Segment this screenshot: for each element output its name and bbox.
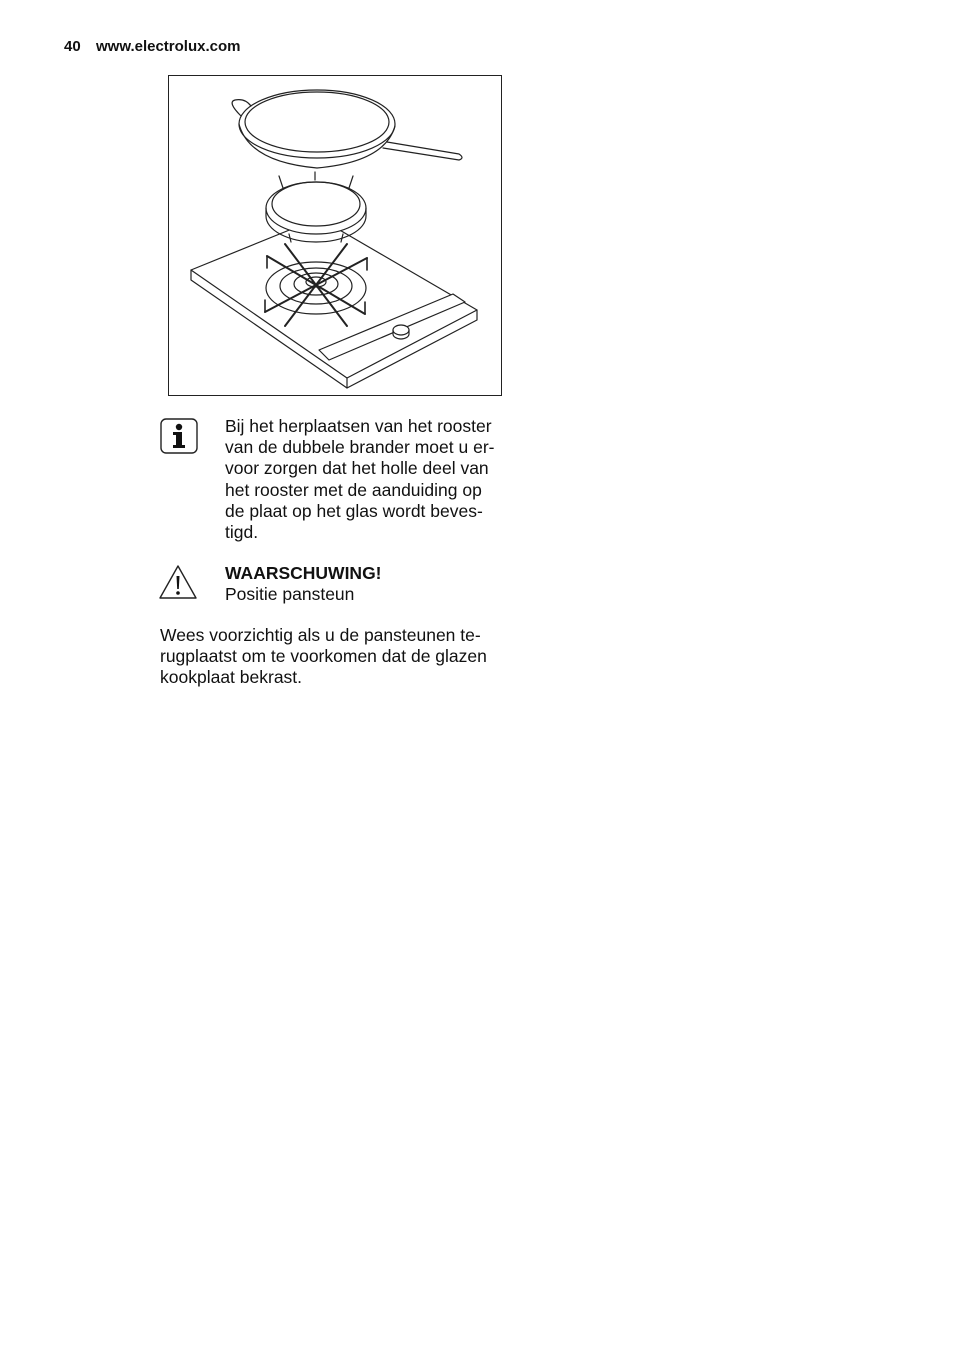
warning-title: WAARSCHUWING!: [225, 563, 382, 583]
page-header: [64, 38, 241, 55]
info-line: van de dubbele brander moet u er-: [225, 437, 495, 458]
body-line: Wees voorzichtig als u de pansteunen te-: [160, 625, 481, 645]
info-line: Bij het herplaatsen van het rooster: [225, 416, 492, 436]
info-line: tigd.: [225, 522, 259, 543]
info-line: de plaat op het glas wordt beves-: [225, 500, 483, 521]
body-line: rugplaatst om te voorkomen dat de glazen: [160, 646, 487, 667]
pan-rim: [239, 90, 395, 158]
warning-icon: [158, 564, 198, 605]
info-note-text: [225, 416, 515, 543]
hob-illustration: [168, 75, 502, 396]
website-link[interactable]: www.electrolux.com: [96, 38, 241, 55]
warning-subtitle: Positie pansteun: [225, 584, 355, 604]
body-paragraph: [160, 625, 520, 689]
body-line: kookplaat bekrast.: [160, 667, 303, 688]
info-icon: [160, 418, 198, 459]
info-line: voor zorgen dat het holle deel van: [225, 458, 489, 479]
control-knob: [393, 325, 409, 335]
info-line: het rooster met de aanduiding op: [225, 479, 482, 500]
page-number: 40: [64, 38, 81, 55]
pan-handle: [383, 142, 462, 160]
